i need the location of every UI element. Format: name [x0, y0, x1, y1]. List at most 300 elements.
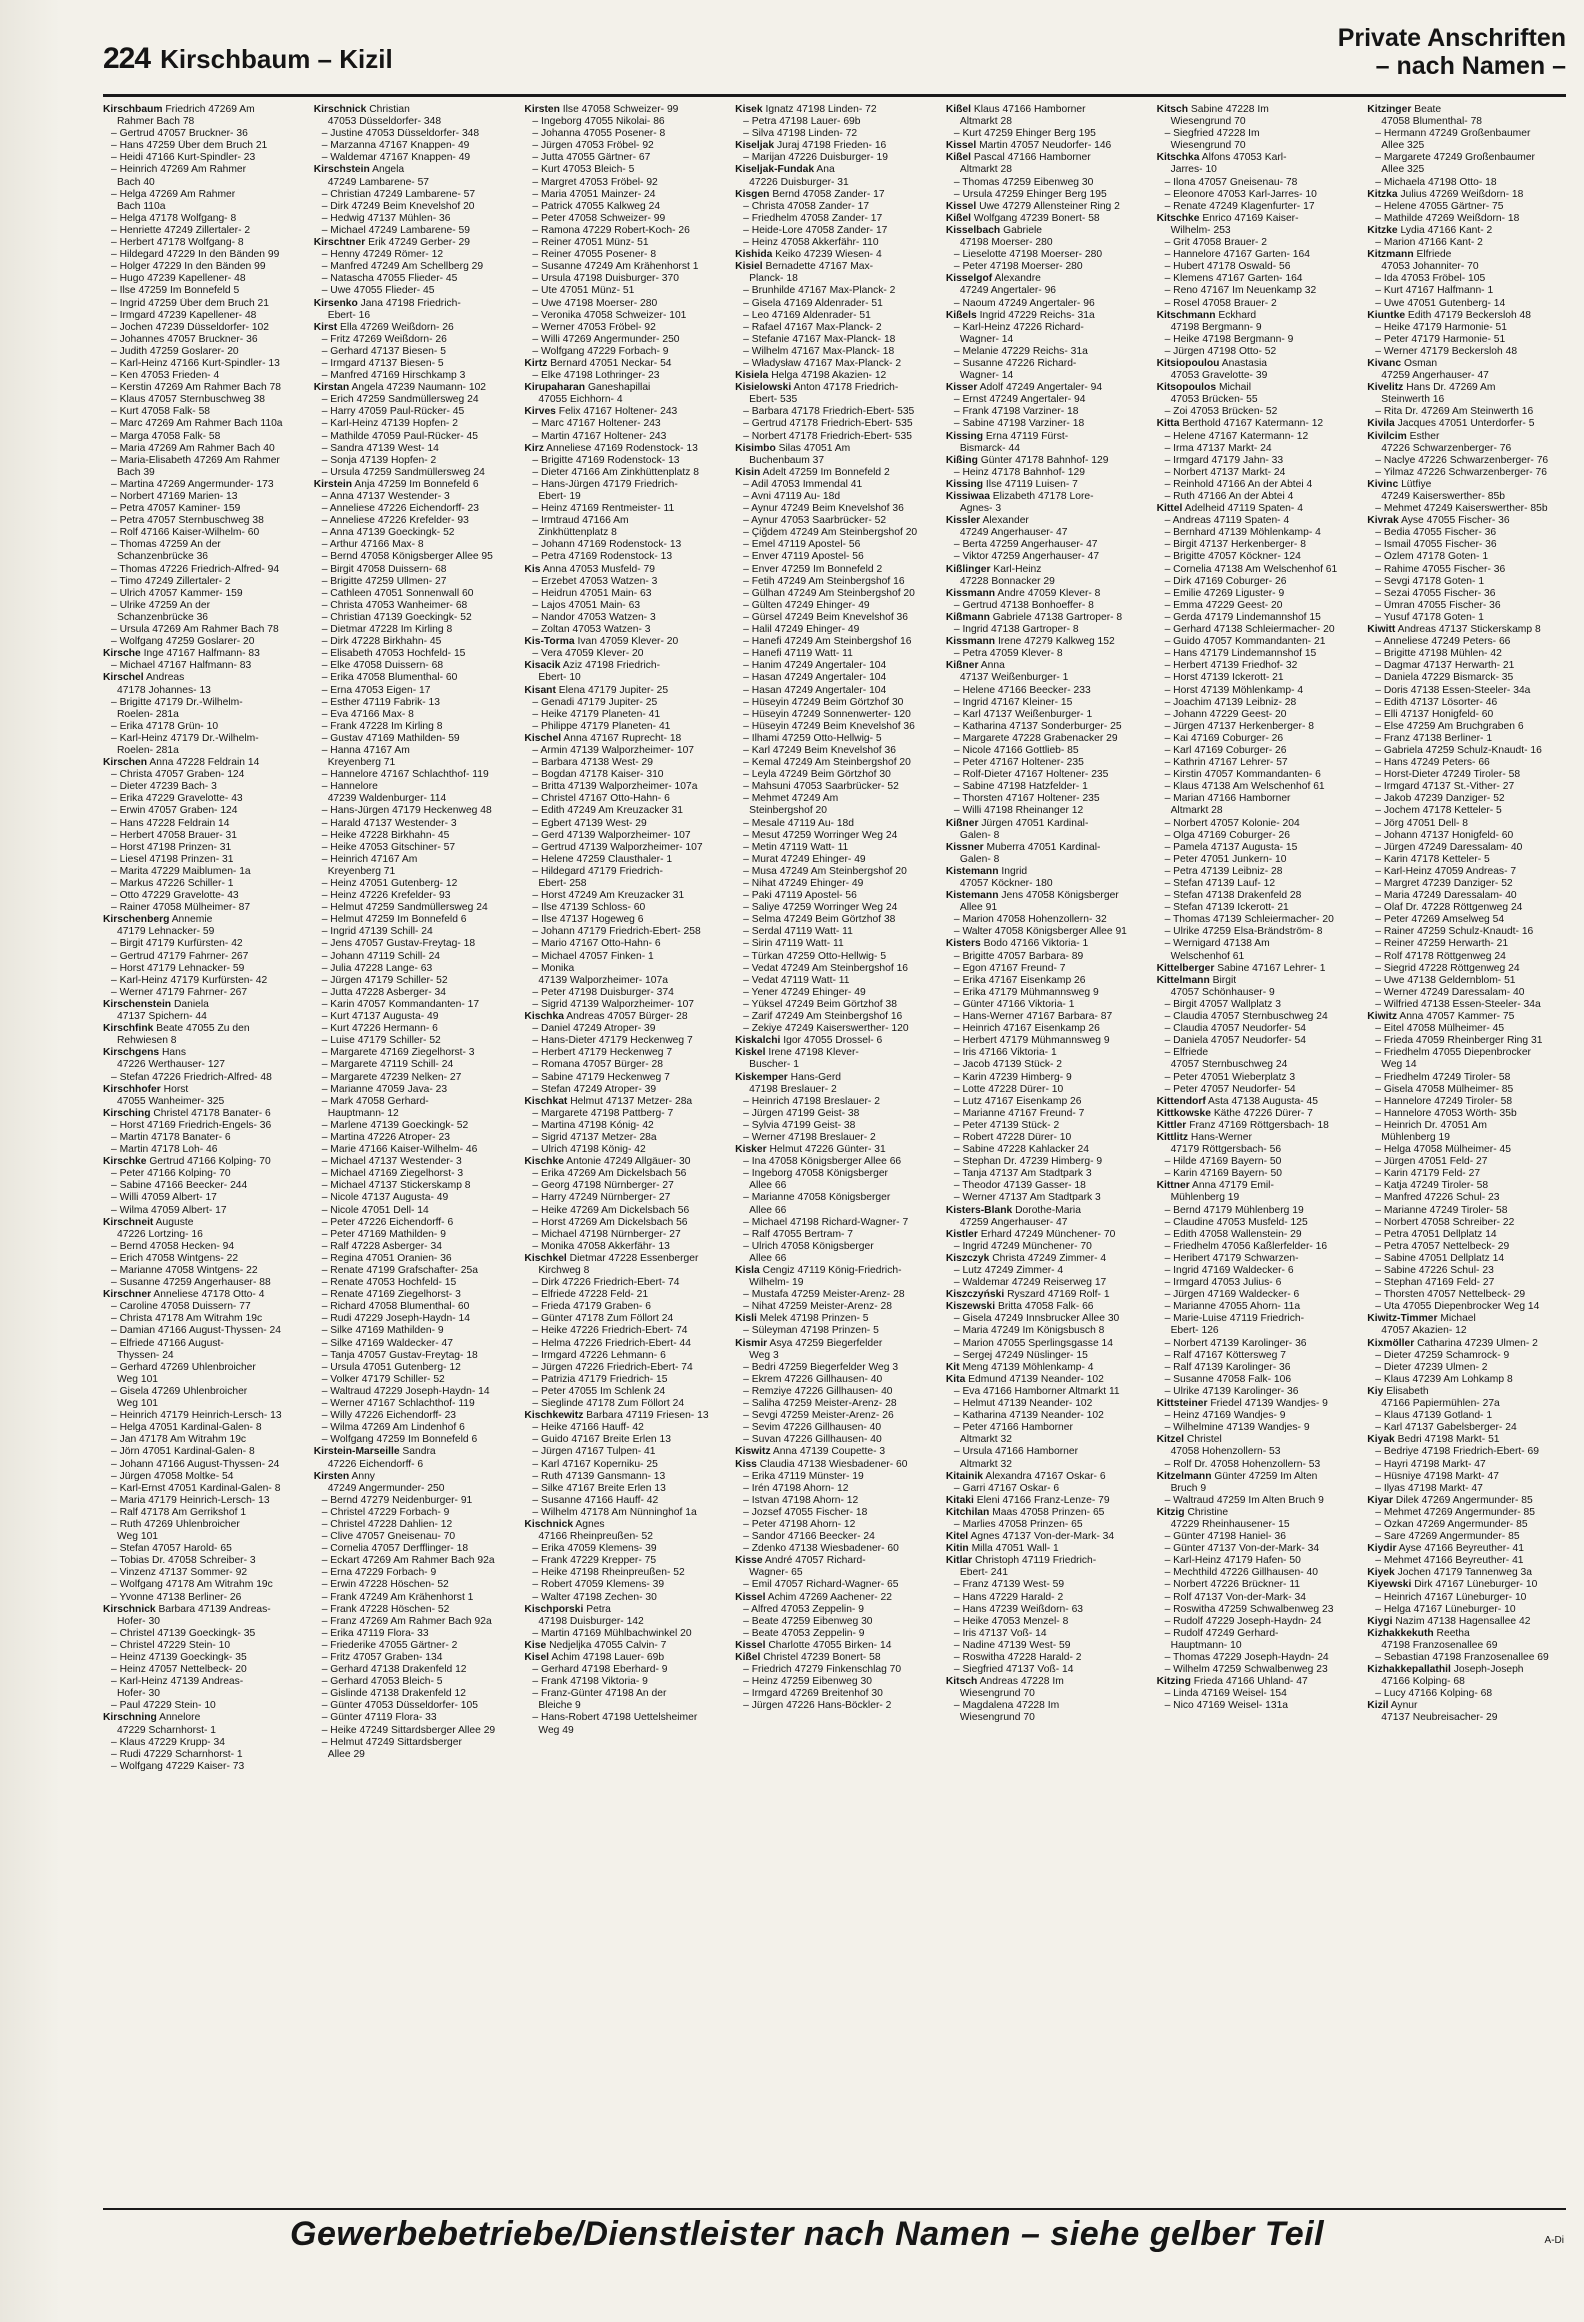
- entry-text: Kreyenberg 71: [327, 757, 396, 769]
- entry-text: Franz 47138 Berliner- 1: [1383, 732, 1493, 744]
- entry-text: 47239 Waldenburger- 114: [327, 793, 447, 805]
- listing-entry: – Wilma 47269 Am Lindenhof 6: [321, 1422, 465, 1434]
- listing-entry-surname: [946, 152, 1145, 164]
- entry-text: Bedia 47055 Fischer- 36: [1383, 527, 1497, 539]
- entry-text: Hans 47179 Lindemannshof 15: [1173, 648, 1317, 660]
- listing-entry: – Stefan 47139 Lauf- 12: [1164, 878, 1276, 889]
- entry-text: Bruch 9: [1170, 1482, 1207, 1494]
- entry-text: Hanefi 47119 Watt- 11: [751, 648, 853, 660]
- listing-entry-surname: [1157, 963, 1356, 975]
- listing-entry: – Ingrid 47259 Über dem Bruch 21: [111, 297, 269, 309]
- listing-entry-surname: [735, 1592, 934, 1604]
- listing-entry-surname: [946, 1531, 1145, 1543]
- listing-column-4: [735, 104, 934, 2194]
- listing-entry: – Susanne 47226 Richard-: [953, 357, 1077, 369]
- listing-entry: – Ralf 47178 Am Gerrikshof 1: [111, 1506, 247, 1518]
- entry-text: Jürgen 47249 Daressalam- 40: [1383, 841, 1523, 853]
- listing-entry: – Birgit 47137 Herkenberger- 8: [1164, 539, 1306, 551]
- entry-text: Herbert 47179 Heckenweg 7: [541, 1047, 673, 1059]
- listing-entry-surname: [1157, 104, 1356, 116]
- entry-text: Gertrud 47178 Friedrich-Ebert- 535: [751, 418, 913, 430]
- entry-text: Steinbergshof 20: [749, 805, 827, 817]
- entry-text: Melanie 47229 Reichs- 31a: [962, 345, 1088, 357]
- listing-entry: – Helmut 47259 Im Bonnefeld 6: [321, 914, 467, 926]
- entry-text: Elli 47137 Honigfeld- 60: [1383, 708, 1494, 720]
- entry-text: Gustav 47169 Mathilden- 59: [330, 732, 460, 744]
- entry-text: Günter 47137 Von-der-Mark- 34: [1173, 1543, 1320, 1555]
- entry-text: Sabine 47198 Hatzfelder- 1: [962, 781, 1088, 793]
- entry-text: André 47057 Richard-: [764, 1555, 866, 1567]
- listing-entry: – Herbert 47178 Wolfgang- 8: [111, 237, 244, 249]
- listing-entry-surname: [946, 890, 1145, 902]
- entry-text: Wagner- 14: [959, 370, 1014, 382]
- entry-text: Kurt 47137 Augusta- 49: [330, 1011, 439, 1023]
- listing-entry: – Marianne 47058 Wintgens- 22: [111, 1265, 258, 1276]
- listing-entry: – Karl-Heinz 47166 Kurt-Spindler- 13: [111, 357, 280, 369]
- entry-text: 47226 Lortzing- 16: [117, 1228, 203, 1240]
- listing-entry: – Werner 47179 Beckersloh 48: [1375, 345, 1518, 357]
- entry-text: Gertrud 47179 Fahrner- 267: [119, 950, 249, 962]
- listing-entry-continuation: [314, 1459, 513, 1471]
- entry-text: Jürgen 47053 Fröbel- 92: [541, 140, 654, 152]
- entry-text: Sabine 47228 Im: [1190, 104, 1269, 115]
- entry-text: Birgit 47057 Wallplatz 3: [1173, 998, 1281, 1010]
- entry-text: Wilma 47269 Am Lindenhof 6: [330, 1422, 465, 1434]
- surname: Kitchilan: [945, 1506, 990, 1518]
- listing-entry: – Olga 47169 Coburger- 26: [1164, 829, 1290, 841]
- listing-entry: – Herbert 47139 Friedhof- 32: [1164, 660, 1298, 672]
- listing-entry-continuation: [103, 709, 302, 721]
- entry-text: Horst 47139 Möhlenkamp- 4: [1173, 684, 1304, 696]
- entry-text: Helene 47166 Beecker- 233: [962, 684, 1091, 696]
- surname: Kitzmann: [1367, 249, 1414, 261]
- entry-text: Türkan 47259 Otto-Hellwig- 5: [751, 950, 887, 962]
- entry-text: 47226 Duisburger- 31: [749, 176, 849, 188]
- entry-text: Ayse 47166 Beyreuther- 41: [1398, 1543, 1524, 1555]
- listing-entry-continuation: [1367, 1325, 1566, 1337]
- listing-entry: – Petra 47057 Sternbuschweg 38: [111, 515, 264, 527]
- entry-text: Irmgard 47226 Lehmann- 6: [541, 1349, 666, 1361]
- listing-entry: – Marianne 47055 Ahorn- 11a: [1164, 1301, 1301, 1313]
- entry-text: Dirk 47249 Beim Knevelshof 20: [330, 200, 475, 212]
- entry-text: Brigitte 47259 Ullmen- 27: [330, 575, 447, 587]
- section-title-line2: – nach Namen –: [1375, 52, 1566, 80]
- entry-text: Angela: [372, 164, 405, 176]
- entry-text: Jürgen 47169 Waldecker- 6: [1173, 1289, 1300, 1301]
- listing-entry: – Ilyas 47198 Markt- 47: [1375, 1482, 1483, 1494]
- entry-text: Ingrid 47169 Waldecker- 6: [1173, 1265, 1294, 1276]
- entry-text: Horst 47198 Prinzen- 31: [119, 841, 232, 853]
- entry-text: Iris 47137 Voß- 14: [962, 1627, 1047, 1639]
- listing-entry: – Veronika 47058 Schweizer- 101: [532, 309, 687, 321]
- listing-entry: – Jutta 47055 Gärtner- 67: [532, 152, 651, 164]
- entry-text: Petra 47051 Dellplatz 14: [1383, 1228, 1497, 1240]
- listing-entry: – Ingeborg 47058 Königsberger: [743, 1168, 888, 1180]
- entry-text: Bach 40: [117, 176, 155, 188]
- listing-entry: – Karin 47179 Feld- 27: [1375, 1168, 1481, 1180]
- entry-text: Sevim 47226 Gillhausen- 40: [751, 1422, 882, 1434]
- entry-text: Andre 47059 Klever- 8: [997, 587, 1101, 599]
- entry-text: Annelore: [159, 1712, 201, 1724]
- entry-text: Waldemar 47249 Reiserweg 17: [962, 1277, 1107, 1289]
- listing-entry-surname: [1367, 358, 1566, 370]
- listing-entry-surname: [735, 1047, 934, 1059]
- entry-text: Lydia 47166 Kant- 2: [1400, 224, 1493, 236]
- listing-entry: – Irmgard 47239 Kapellener- 48: [111, 309, 257, 321]
- entry-text: Erika 47059 Klemens- 39: [541, 1543, 657, 1555]
- entry-text: Ingrid 47138 Gartroper- 8: [962, 624, 1079, 636]
- listing-entry-surname: [1157, 1096, 1356, 1108]
- entry-text: Horst 47169 Friedrich-Engels- 36: [119, 1119, 272, 1131]
- listing-entry: – Heinz 47259 Eibenweg 30: [743, 1676, 872, 1688]
- entry-text: Galen- 8: [959, 829, 1000, 841]
- entry-text: Bernd 47058 Zander- 17: [772, 188, 885, 200]
- listing-entry: – Margret 47239 Danziger- 52: [1375, 878, 1513, 889]
- listing-entry: – Markus 47226 Schiller- 1: [111, 878, 234, 889]
- listing-entry: – Erna 47053 Eigen- 17: [321, 684, 431, 696]
- entry-text: Eckhard: [1218, 309, 1257, 321]
- listing-entry-surname: [735, 164, 934, 176]
- entry-text: Werner 47179 Beckersloh 48: [1383, 345, 1518, 357]
- surname: Kizhakkepallathil: [1367, 1664, 1451, 1676]
- listing-entry: – Helga 47051 Kardinal-Galen- 8: [111, 1422, 262, 1434]
- listing-entry: – Rainer 47058 Mülheimer- 87: [111, 902, 251, 914]
- listing-entry-continuation: [946, 370, 1145, 382]
- listing-entry-continuation: [1157, 1144, 1356, 1156]
- entry-text: Bernard 47051 Neckar- 54: [550, 357, 672, 369]
- listing-entry: – Zoi 47053 Brücken- 52: [1164, 406, 1278, 418]
- listing-entry: – Irmgard 47179 Jahn- 33: [1164, 454, 1284, 466]
- entry-text: Christel 47229 Forbach- 9: [330, 1506, 450, 1518]
- entry-text: Gertrud 47139 Walporzheimer- 107: [541, 841, 703, 853]
- listing-entry: – Rolf 47137 Von-der-Mark- 34: [1164, 1591, 1306, 1603]
- listing-entry: – Hanefi 47249 Am Steinbergshof 16: [743, 636, 912, 648]
- listing-entry: – Hans 47229 Harald- 2: [953, 1591, 1064, 1603]
- entry-text: Walter 47198 Zechen- 30: [541, 1591, 657, 1603]
- listing-entry: – Uwe 47051 Gutenberg- 14: [1375, 297, 1506, 309]
- listing-entry: – Karl-Heinz 47139 Andreas-: [111, 1676, 244, 1688]
- listing-entry-continuation: [946, 1688, 1145, 1700]
- listing-entry: – Rudi 47229 Scharnhorst- 1: [111, 1748, 243, 1760]
- entry-text: Heinz 47169 Wandjes- 9: [1173, 1410, 1286, 1422]
- listing-entry-continuation: [524, 878, 723, 890]
- listing-entry: – Bernd 47058 Königsberger Allee 95: [321, 551, 493, 563]
- listing-entry-surname: [1157, 1120, 1356, 1132]
- listing-entry: – Bernhard 47139 Möhlenkamp- 4: [1164, 527, 1321, 539]
- entry-text: Kurt 47167 Halfmann- 1: [1383, 285, 1494, 297]
- entry-text: Hüseyin 47249 Beim Knevelshof 36: [751, 720, 915, 732]
- listing-entry: – Margret 47053 Fröbel- 92: [532, 176, 658, 188]
- surname: Kiyek: [1367, 1567, 1395, 1579]
- listing-entry-continuation: [524, 1700, 723, 1712]
- listing-entry: – Helmut 47249 Sittardsberger: [321, 1736, 462, 1748]
- entry-text: Andreas 47119 Spaten- 4: [1172, 515, 1290, 527]
- listing-entry-continuation: [103, 926, 302, 938]
- entry-text: Uwe 47055 Flieder- 45: [330, 285, 435, 297]
- listing-entry: – Petra 47139 Leibniz- 28: [1164, 865, 1283, 877]
- entry-text: Süleyman 47198 Prinzen- 5: [751, 1325, 879, 1337]
- entry-text: Weg 101: [117, 1398, 159, 1410]
- listing-entry: – Jürgen 47199 Geist- 38: [743, 1107, 860, 1119]
- entry-text: Hannelore 47249 Tiroler- 58: [1383, 1095, 1513, 1107]
- entry-text: Mechthild 47226 Gillhausen- 40: [1173, 1567, 1318, 1579]
- entry-text: Allee 91: [959, 902, 998, 914]
- entry-text: Nico 47169 Weisel- 131a: [1173, 1700, 1289, 1712]
- entry-text: Sandra: [402, 1446, 436, 1458]
- listing-entry: – Yüksel 47249 Beim Görtzhof 38: [743, 998, 897, 1010]
- listing-entry-surname: [1157, 1507, 1356, 1519]
- entry-text: Bernd 47058 Hecken- 94: [119, 1240, 235, 1252]
- entry-text: Sabine 47166 Beecker- 244: [119, 1180, 248, 1192]
- listing-entry: – Hans-Jürgen 47179 Friedrich-: [532, 478, 678, 490]
- listing-entry: – Karin 47057 Kommandanten- 17: [321, 998, 480, 1010]
- entry-text: Friedel 47139 Wandjes- 9: [1210, 1398, 1328, 1410]
- entry-text: Peter 47166 Hamborner: [962, 1422, 1073, 1434]
- listing-entry: – Gülhan 47249 Am Steinbergshof 20: [743, 587, 915, 599]
- entry-text: Hanna 47167 Am: [330, 744, 410, 756]
- entry-text: Erna 47119 Fürst-: [985, 430, 1069, 442]
- listing-entry: – Ulrike 47259 Elsa-Brändström- 8: [1164, 926, 1323, 938]
- listing-entry: – Margarete 47228 Grabenacker 29: [953, 732, 1118, 744]
- listing-entry-continuation: [946, 1217, 1145, 1229]
- listing-entry: – Helmut 47259 Sandmüllersweg 24: [321, 902, 488, 914]
- listing-entry: – Linda 47169 Weisel- 154: [1164, 1688, 1287, 1700]
- listing-entry: – Gisela 47058 Mülheimer- 85: [1375, 1083, 1514, 1095]
- entry-text: Helga 47058 Mülheimer- 45: [1383, 1144, 1511, 1156]
- entry-text: Jozsef 47055 Fischer- 18: [751, 1506, 868, 1518]
- listing-entry: – Ekrem 47226 Gillhausen- 40: [743, 1373, 883, 1385]
- entry-text: Siegfried 47228 Im: [1173, 128, 1260, 140]
- listing-entry: – Petra 47198 Lauer- 69b: [743, 116, 861, 128]
- surname: Kissel: [945, 200, 977, 212]
- listing-entry: – Thomas 47139 Schleiermacher- 20: [1164, 914, 1334, 926]
- entry-text: Christel 47239 Bonert- 58: [763, 1652, 881, 1663]
- listing-entry: – Peter 47166 Kolping- 70: [111, 1168, 231, 1180]
- entry-text: Werner 47249 Daressalam- 40: [1383, 986, 1525, 998]
- listing-entry: – Ernst 47249 Angertaler- 94: [953, 394, 1086, 406]
- entry-text: Buchenbaum 37: [749, 454, 825, 466]
- entry-text: Jens 47057 Gustav-Freytag- 18: [330, 938, 476, 950]
- listing-entry-surname: [946, 938, 1145, 950]
- listing-entry: – Michael 47169 Ziegelhorst- 3: [321, 1168, 464, 1180]
- listing-entry-surname: [1367, 1543, 1566, 1555]
- listing-entry: – Werner 47167 Schlachthof- 119: [321, 1398, 475, 1410]
- entry-text: Anna: [980, 660, 1005, 672]
- entry-text: Ingeborg 47058 Königsberger: [751, 1168, 888, 1180]
- entry-text: Käthe 47226 Dürer- 7: [1213, 1107, 1313, 1119]
- listing-entry: – Thomas 47226 Friedrich-Alfred- 94: [111, 563, 280, 575]
- listing-entry: – Yener 47249 Ehinger- 49: [743, 986, 866, 998]
- listing-entry: – Anna 47137 Westender- 3: [321, 491, 450, 502]
- entry-text: Ulrich 47198 König- 42: [541, 1144, 646, 1156]
- listing-entry: – Eva 47166 Max- 8: [321, 708, 414, 720]
- surname: Kischkat: [524, 1095, 568, 1107]
- listing-entry: – Romana 47057 Bürger- 28: [532, 1059, 663, 1071]
- entry-text: Christian: [369, 104, 410, 115]
- entry-text: Eleni 47166 Franz-Lenze- 79: [976, 1494, 1110, 1506]
- listing-entry: – Norbert 47139 Karolinger- 36: [1164, 1337, 1307, 1349]
- listing-entry: – Wernigard 47138 Am: [1164, 938, 1270, 950]
- listing-entry-surname: [946, 1471, 1145, 1483]
- listing-entry-continuation: [946, 164, 1145, 176]
- listing-entry: – Bogdan 47178 Kaiser- 310: [532, 769, 664, 781]
- entry-text: Jochen 47239 Düsseldorfer- 102: [119, 321, 269, 333]
- surname: Kivila: [1367, 418, 1395, 430]
- listing-column-5: [946, 104, 1145, 2194]
- entry-text: Edith 47137 Lösorter- 46: [1383, 696, 1498, 708]
- entry-text: Andreas: [145, 672, 185, 684]
- listing-entry: – Erika 47229 Gravelotte- 43: [111, 793, 243, 805]
- surname: Kisker: [735, 1144, 767, 1156]
- surname: Kiygi: [1367, 1615, 1393, 1627]
- listing-entry: – Dietmar 47228 Im Kirling 8: [321, 624, 453, 636]
- listing-entry: – Gertrud 47179 Fahrner- 267: [111, 950, 249, 962]
- entry-text: Christel 47228 Dahlien- 12: [330, 1518, 453, 1530]
- entry-text: 47166 Kolping- 68: [1381, 1676, 1465, 1688]
- entry-text: Brigitte 47179 Dr.-Wilhelm-: [119, 696, 243, 708]
- surname: Kittelmann: [1156, 974, 1210, 986]
- entry-text: Peter 47198 Duisburger- 374: [541, 986, 674, 998]
- entry-text: Frieda 47179 Graben- 6: [541, 1301, 651, 1313]
- entry-text: 47198 Franzosenallee 69: [1381, 1639, 1498, 1651]
- entry-text: Helene 47259 Clausthaler- 1: [541, 853, 673, 865]
- entry-text: Markus 47226 Schiller- 1: [119, 878, 234, 889]
- entry-text: Heinz 47169 Rentmeister- 11: [541, 503, 675, 515]
- listing-entry: – Irmtraud 47166 Am: [532, 515, 629, 527]
- surname: Kirsching: [103, 1107, 151, 1119]
- listing-entry: – Sare 47269 Angermunder- 85: [1375, 1531, 1520, 1543]
- listing-entry: – Volker 47179 Schiller- 52: [321, 1373, 445, 1385]
- listing-entry: – Marzanna 47167 Knappen- 49: [321, 140, 470, 152]
- entry-text: Gerhard 47138 Schleiermacher- 20: [1173, 624, 1335, 636]
- listing-entry-continuation: [103, 201, 302, 213]
- surname: Kivinc: [1367, 478, 1399, 490]
- listing-entry: – Justine 47053 Düsseldorfer- 348: [321, 128, 480, 140]
- listing-entry: – Karl 47137 Weißenburger- 1: [953, 708, 1093, 720]
- entry-text: 47259 Angerhauser- 47: [959, 1216, 1068, 1228]
- listing-entry-continuation: [1157, 1192, 1356, 1204]
- entry-text: Ilhami 47259 Otto-Hellwig- 5: [751, 732, 882, 744]
- listing-entry: – Hedwig 47137 Mühlen- 36: [321, 212, 451, 224]
- entry-text: Ernst 47249 Angertaler- 94: [962, 394, 1086, 406]
- entry-text: Stefan 47139 Ickerott- 21: [1173, 902, 1289, 914]
- entry-text: 47249 Kaiserswerther- 85b: [1381, 491, 1505, 502]
- entry-text: Sieglinde 47178 Zum Föllort 24: [541, 1398, 685, 1410]
- surname: Kitaki: [945, 1494, 974, 1506]
- listing-entry: – Horst 47179 Lehnacker- 59: [111, 962, 245, 974]
- surname: Kita: [945, 1373, 966, 1385]
- surname: Kiskel: [735, 1047, 766, 1059]
- listing-entry: – Nicole 47166 Gottlieb- 85: [953, 744, 1079, 756]
- entry-text: Karl 47249 Beim Knevelshof 36: [751, 744, 896, 756]
- listing-entry: – Rahime 47055 Fischer- 36: [1375, 563, 1506, 575]
- entry-text: Juraj 47198 Frieden- 16: [776, 140, 887, 152]
- listing-entry: – Heinz 47058 Akkerfähr- 110: [743, 237, 879, 249]
- listing-entry: – Christel 47139 Goeckingk- 35: [111, 1627, 256, 1639]
- entry-text: Sabine 47228 Kahlacker 24: [962, 1144, 1089, 1156]
- listing-entry-continuation: [1367, 370, 1566, 382]
- entry-text: Richard 47058 Blumenthal- 60: [330, 1301, 470, 1313]
- surname: Kirsten: [524, 104, 560, 115]
- listing-entry: – Margarete 47249 Großenbaumer: [1375, 152, 1535, 164]
- entry-text: Hubert 47178 Oswald- 56: [1173, 261, 1291, 273]
- entry-text: Herbert 47139 Friedhof- 32: [1173, 660, 1298, 672]
- surname: Kisant: [524, 684, 556, 696]
- entry-text: Ursula 47166 Hamborner: [962, 1446, 1079, 1458]
- entry-text: Rolf Dr. 47058 Hohenzollern- 53: [1173, 1458, 1321, 1470]
- entry-text: Ebert- 258: [538, 878, 587, 889]
- entry-text: Joachim 47139 Leibniz- 28: [1173, 696, 1297, 708]
- listing-entry-surname: [524, 104, 723, 116]
- entry-text: Aynur 47249 Beim Knevelshof 36: [751, 503, 904, 515]
- entry-text: Marion 47058 Hohenzollern- 32: [962, 914, 1107, 926]
- listing-entry-continuation: [1367, 1398, 1566, 1410]
- entry-text: Horst 47139 Ickerott- 21: [1173, 672, 1284, 684]
- entry-text: Irmgard 47269 Breitenhof 30: [751, 1688, 883, 1700]
- listing-entry: – Margarete 47169 Ziegelhorst- 3: [321, 1047, 475, 1059]
- listing-entry-surname: [524, 660, 723, 672]
- listing-entry: – Hans 47259 Über dem Bruch 21: [111, 140, 268, 152]
- entry-text: Klemens 47167 Garten- 164: [1173, 273, 1303, 285]
- listing-entry: – Uta 47055 Diepenbrocker Weg 14: [1375, 1301, 1540, 1313]
- surname: Kirschtner: [313, 237, 366, 249]
- surname: Kissing: [945, 430, 984, 442]
- entry-text: Thomas 47229 Joseph-Haydn- 24: [1172, 1652, 1329, 1663]
- entry-text: Klaus 47057 Sternbuschweg 38: [119, 394, 265, 406]
- listing-entry-surname: [524, 1652, 723, 1664]
- listing-entry: – Remziye 47226 Gillhausen- 40: [743, 1385, 893, 1397]
- listing-entry: – Frank 47198 Viktoria- 9: [532, 1676, 648, 1688]
- entry-text: Mehmet 47166 Beyreuther- 41: [1383, 1555, 1524, 1567]
- surname: Kisimbo: [735, 442, 776, 454]
- listing-entry: – Ruth 47139 Gansmann- 13: [532, 1470, 666, 1482]
- entry-text: Sabine 47198 Varziner- 18: [962, 418, 1085, 430]
- entry-text: Franz 47169 Röttgersbach- 18: [1189, 1119, 1329, 1131]
- listing-entry: – Johann 47119 Schill- 24: [321, 950, 441, 962]
- listing-entry: – Heike 47198 Rheinpreußen- 52: [532, 1567, 685, 1579]
- entry-text: Klaus 47229 Krupp- 34: [119, 1736, 225, 1748]
- listing-entry: – Michael 47137 Stickerskamp 8: [321, 1180, 471, 1192]
- entry-text: Mesale 47119 Au- 18d: [751, 817, 855, 829]
- entry-text: Michael 47167 Halfmann- 83: [119, 660, 252, 672]
- entry-text: Ana: [816, 164, 835, 176]
- listing-entry: – Norbert 47058 Schreiber- 22: [1375, 1216, 1515, 1228]
- entry-text: Jürgen 47051 Feld- 27: [1383, 1156, 1488, 1168]
- entry-text: Silas 47051 Am: [778, 442, 851, 454]
- entry-text: Planck- 18: [749, 273, 798, 285]
- listing-entry: – Marianne 47249 Tiroler- 58: [1375, 1204, 1508, 1216]
- entry-text: Uta 47055 Diepenbrocker Weg 14: [1383, 1301, 1540, 1313]
- listing-entry: – Susanne 47058 Falk- 106: [1164, 1373, 1292, 1385]
- entry-text: Nandor 47053 Watzen- 3: [541, 611, 656, 623]
- listing-entry-continuation: [103, 467, 302, 479]
- entry-text: Sylvia 47199 Geist- 38: [751, 1119, 856, 1131]
- listing-entry: – Gertrud 47178 Friedrich-Ebert- 535: [743, 418, 913, 430]
- entry-text: Bernhard 47139 Möhlenkamp- 4: [1173, 527, 1321, 539]
- entry-text: Manfred 47249 Am Schellberg 29: [330, 261, 484, 273]
- entry-text: Irene 47198 Klever-: [768, 1047, 859, 1059]
- entry-text: Adelheid 47119 Spaten- 4: [1184, 503, 1303, 515]
- entry-text: 47053 Johanniter- 70: [1381, 261, 1479, 273]
- listing-entry: – Anneliese 47226 Krefelder- 93: [321, 515, 469, 527]
- surname: Kitschka: [1156, 152, 1200, 164]
- entry-text: Willi 47059 Albert- 17: [119, 1192, 217, 1204]
- listing-entry-continuation: [1157, 322, 1356, 334]
- listing-entry-continuation: [735, 1277, 934, 1289]
- entry-text: 47249 Angermunder- 250: [327, 1482, 445, 1494]
- entry-text: 47055 Wanheimer- 325: [117, 1095, 225, 1107]
- listing-entry: – Stefan 47057 Harold- 65: [111, 1543, 232, 1555]
